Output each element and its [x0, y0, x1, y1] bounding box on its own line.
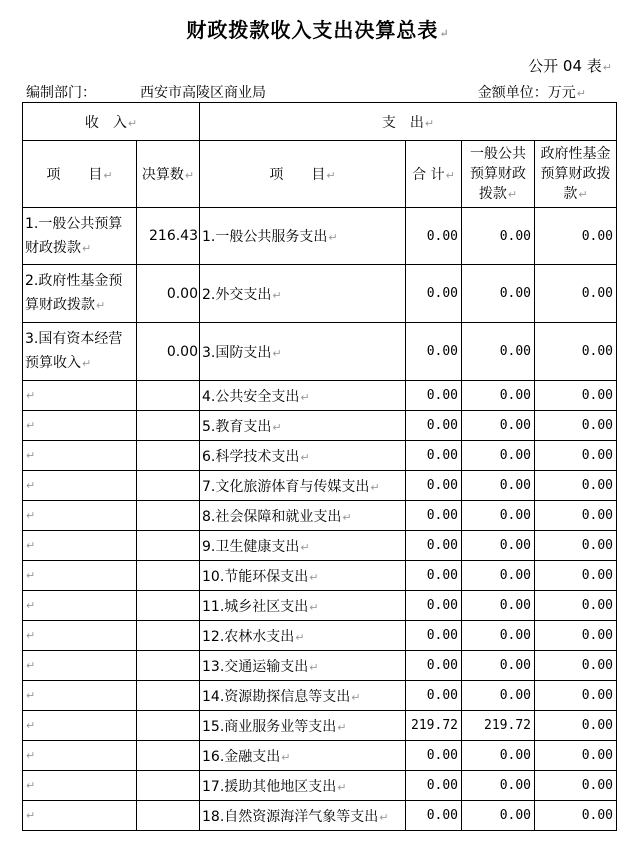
exp-item-header: 项 目↵ — [200, 141, 406, 208]
table-row — [23, 265, 617, 323]
gen-budget-cell: 0.00 — [462, 591, 535, 621]
total-cell: 0.00 — [406, 501, 462, 531]
income-amount-cell — [137, 591, 200, 621]
table-row — [23, 208, 617, 265]
dept-value: 西安市高陵区商业局 — [140, 85, 266, 101]
total-cell: 219.72 — [406, 711, 462, 741]
income-item-cell: 2.政府性基金预算财政拨款↵ — [23, 265, 137, 323]
gen-budget-cell: 219.72 — [462, 711, 535, 741]
income-item-cell: ↵ — [23, 741, 137, 771]
expenditure-item-cell: 12.农林水支出↵ — [200, 621, 406, 651]
income-item-cell: ↵ — [23, 381, 137, 411]
income-amount-cell — [137, 621, 200, 651]
expenditure-item-cell: 5.教育支出↵ — [200, 411, 406, 441]
expenditure-item-cell: 16.金融支出↵ — [200, 741, 406, 771]
page-title: 财政拨款收入支出决算总表↵ — [186, 18, 450, 42]
table-row — [23, 561, 617, 591]
table-number: 公开 04 表↵ — [528, 57, 612, 75]
expenditure-item-cell: 7.文化旅游体育与传媒支出↵ — [200, 471, 406, 501]
expenditure-header: 支 出↵ — [200, 103, 617, 141]
expenditure-item-cell: 2.外交支出↵ — [200, 265, 406, 323]
income-item-cell: ↵ — [23, 801, 137, 831]
total-cell: 0.00 — [406, 381, 462, 411]
gen-budget-cell: 0.00 — [462, 531, 535, 561]
income-item-cell: ↵ — [23, 711, 137, 741]
income-amount-cell — [137, 711, 200, 741]
total-cell: 0.00 — [406, 323, 462, 381]
income-item-cell: ↵ — [23, 621, 137, 651]
income-item-cell: ↵ — [23, 561, 137, 591]
table-row — [23, 711, 617, 741]
income-amount-cell — [137, 561, 200, 591]
gov-fund-cell: 0.00 — [535, 323, 617, 381]
expenditure-item-cell: 13.交通运输支出↵ — [200, 651, 406, 681]
gen-budget-cell: 0.00 — [462, 323, 535, 381]
gen-budget-cell: 0.00 — [462, 381, 535, 411]
gen-budget-header: 一般公共预算财政拨款↵ — [462, 141, 535, 208]
gov-fund-cell: 0.00 — [535, 561, 617, 591]
total-cell: 0.00 — [406, 771, 462, 801]
gen-budget-cell: 0.00 — [462, 801, 535, 831]
total-header: 合 计↵ — [406, 141, 462, 208]
income-item-cell: ↵ — [23, 681, 137, 711]
income-item-cell: ↵ — [23, 471, 137, 501]
table-row — [23, 801, 617, 831]
budget-summary-table — [22, 102, 617, 831]
gov-fund-cell: 0.00 — [535, 801, 617, 831]
table-row — [23, 501, 617, 531]
income-item-cell: 1.一般公共预算财政拨款↵ — [23, 208, 137, 265]
gov-fund-cell: 0.00 — [535, 208, 617, 265]
income-amount-cell — [137, 441, 200, 471]
gov-fund-cell: 0.00 — [535, 265, 617, 323]
gov-fund-cell: 0.00 — [535, 651, 617, 681]
expenditure-item-cell: 6.科学技术支出↵ — [200, 441, 406, 471]
gov-fund-cell: 0.00 — [535, 741, 617, 771]
table-row — [23, 441, 617, 471]
table-row — [23, 771, 617, 801]
total-cell: 0.00 — [406, 531, 462, 561]
table-row — [23, 531, 617, 561]
income-amount-cell — [137, 771, 200, 801]
income-item-cell: ↵ — [23, 501, 137, 531]
gov-fund-header: 政府性基金预算财政拨款↵ — [535, 141, 617, 208]
total-cell: 0.00 — [406, 591, 462, 621]
total-cell: 0.00 — [406, 471, 462, 501]
table-row — [23, 411, 617, 441]
gen-budget-cell: 0.00 — [462, 561, 535, 591]
income-amount-cell — [137, 411, 200, 441]
expenditure-item-cell: 10.节能环保支出↵ — [200, 561, 406, 591]
gen-budget-cell: 0.00 — [462, 681, 535, 711]
income-amount-cell: 0.00 — [137, 323, 200, 381]
gov-fund-cell: 0.00 — [535, 771, 617, 801]
gen-budget-cell: 0.00 — [462, 621, 535, 651]
gen-budget-cell: 0.00 — [462, 265, 535, 323]
gen-budget-cell: 0.00 — [462, 471, 535, 501]
total-cell: 0.00 — [406, 741, 462, 771]
gov-fund-cell: 0.00 — [535, 711, 617, 741]
expenditure-item-cell: 3.国防支出↵ — [200, 323, 406, 381]
header-row-2 — [23, 141, 617, 208]
header-row-1 — [23, 103, 617, 141]
total-cell: 0.00 — [406, 208, 462, 265]
gov-fund-cell: 0.00 — [535, 591, 617, 621]
table-row — [23, 651, 617, 681]
income-amount-cell — [137, 801, 200, 831]
gov-fund-cell: 0.00 — [535, 531, 617, 561]
income-item-cell: 3.国有资本经营预算收入↵ — [23, 323, 137, 381]
gen-budget-cell: 0.00 — [462, 208, 535, 265]
table-row — [23, 681, 617, 711]
expenditure-item-cell: 18.自然资源海洋气象等支出↵ — [200, 801, 406, 831]
total-cell: 0.00 — [406, 651, 462, 681]
table-row — [23, 741, 617, 771]
table-row — [23, 591, 617, 621]
income-item-cell: ↵ — [23, 411, 137, 441]
table-row — [23, 621, 617, 651]
gen-budget-cell: 0.00 — [462, 651, 535, 681]
total-cell: 0.00 — [406, 265, 462, 323]
gov-fund-cell: 0.00 — [535, 411, 617, 441]
income-item-header: 项 目↵ — [23, 141, 137, 208]
total-cell: 0.00 — [406, 411, 462, 441]
expenditure-item-cell: 9.卫生健康支出↵ — [200, 531, 406, 561]
income-amount-cell — [137, 381, 200, 411]
gov-fund-cell: 0.00 — [535, 441, 617, 471]
expenditure-item-cell: 15.商业服务业等支出↵ — [200, 711, 406, 741]
total-cell: 0.00 — [406, 681, 462, 711]
income-amount-cell — [137, 651, 200, 681]
income-amount-cell — [137, 741, 200, 771]
gen-budget-cell: 0.00 — [462, 501, 535, 531]
total-cell: 0.00 — [406, 441, 462, 471]
dept-label: 编制部门： — [26, 85, 96, 101]
income-item-cell: ↵ — [23, 441, 137, 471]
income-amount-cell — [137, 681, 200, 711]
table-row — [23, 471, 617, 501]
income-amount-cell — [137, 501, 200, 531]
gen-budget-cell: 0.00 — [462, 411, 535, 441]
gen-budget-cell: 0.00 — [462, 741, 535, 771]
income-amount-cell — [137, 531, 200, 561]
total-cell: 0.00 — [406, 561, 462, 591]
total-cell: 0.00 — [406, 621, 462, 651]
gov-fund-cell: 0.00 — [535, 501, 617, 531]
gov-fund-cell: 0.00 — [535, 681, 617, 711]
table-row — [23, 323, 617, 381]
budget-header: 决算数↵ — [137, 141, 200, 208]
income-item-cell: ↵ — [23, 591, 137, 621]
income-amount-cell: 0.00 — [137, 265, 200, 323]
income-item-cell: ↵ — [23, 771, 137, 801]
gen-budget-cell: 0.00 — [462, 441, 535, 471]
expenditure-item-cell: 8.社会保障和就业支出↵ — [200, 501, 406, 531]
gov-fund-cell: 0.00 — [535, 471, 617, 501]
income-item-cell: ↵ — [23, 651, 137, 681]
gen-budget-cell: 0.00 — [462, 771, 535, 801]
income-amount-cell: 216.43 — [137, 208, 200, 265]
gov-fund-cell: 0.00 — [535, 381, 617, 411]
income-amount-cell — [137, 471, 200, 501]
total-cell: 0.00 — [406, 801, 462, 831]
expenditure-item-cell: 1.一般公共服务支出↵ — [200, 208, 406, 265]
expenditure-item-cell: 11.城乡社区支出↵ — [200, 591, 406, 621]
unit-label: 金额单位：万元↵ — [477, 85, 586, 101]
table-row — [23, 381, 617, 411]
expenditure-item-cell: 17.援助其他地区支出↵ — [200, 771, 406, 801]
income-item-cell: ↵ — [23, 531, 137, 561]
expenditure-item-cell: 14.资源勘探信息等支出↵ — [200, 681, 406, 711]
gov-fund-cell: 0.00 — [535, 621, 617, 651]
income-header: 收 入↵ — [23, 103, 200, 141]
expenditure-item-cell: 4.公共安全支出↵ — [200, 381, 406, 411]
